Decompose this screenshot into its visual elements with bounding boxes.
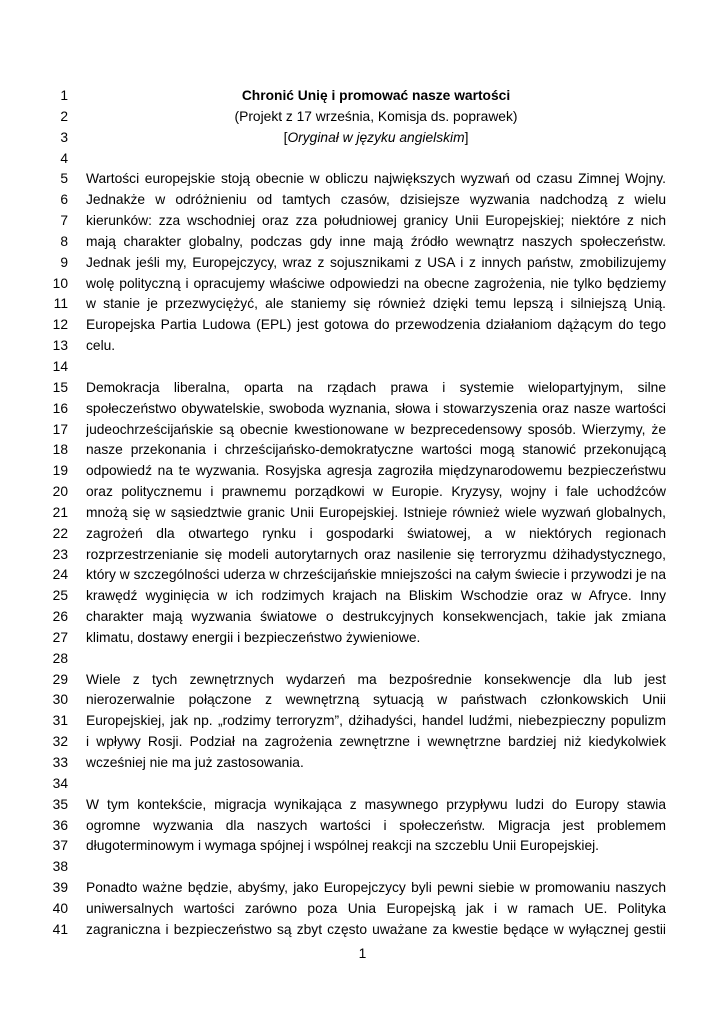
line: [40, 253, 686, 274]
numbered-lines: [40, 86, 686, 941]
body-text-line: kierunków: zza wschodniej oraz zza południowej granicy Unii Europejskiej; niektóre z nich: [86, 213, 666, 229]
line: [40, 607, 686, 628]
body-text-line: Jednak jeśli my, Europejczycy, wraz z sojusznikami z USA i z innych państw, zmobilizujemy: [86, 254, 666, 270]
line-number: 16: [52, 400, 68, 416]
line: [40, 440, 686, 461]
line-number: 19: [52, 463, 68, 479]
blank-line: [86, 857, 666, 878]
body-text-line: uniwersalnych wartości zarówno poza Unia Europejską jak i w ramach UE. Polityka: [86, 900, 666, 916]
body-text-line: Demokracja liberalna, oparta na rządach prawa i systemie wielopartyjnym, silne: [86, 379, 666, 395]
line: [40, 149, 686, 170]
line: [40, 169, 686, 190]
body-text-line: długoterminowym i wymaga spójnej i wspólnej reakcji na szczeblu Unii Europejskiej.: [86, 838, 600, 854]
body-text-line: oraz politycznemu i prawnemu porządkowi w Europie. Kryzysy, wojny i fale uchodźców: [86, 484, 666, 500]
line-number: 28: [52, 650, 68, 666]
body-text-line: mnożą się w sąsiedztwie granic Unii Europejskiej. Istnieje również wiele wyzwań globalnych,: [86, 504, 666, 520]
line: [40, 711, 686, 732]
line: [40, 503, 686, 524]
line: [40, 190, 686, 211]
line: [40, 86, 686, 107]
line-number: 9: [60, 254, 68, 270]
line: [40, 274, 686, 295]
body-text-line: Wiele z tych zewnętrznych wydarzeń ma bezpośrednie konsekwencje dla lub jest: [86, 671, 666, 687]
body-text-line: charakter mają wyzwania światowe o destrukcyjnych konsekwencjach, takie jak zmiana: [86, 609, 666, 625]
body-text-line: wcześniej nie ma już zastosowania.: [86, 755, 304, 770]
blank-line: [86, 649, 666, 670]
line-number: 21: [52, 504, 68, 520]
line: [40, 586, 686, 607]
body-text-line: rozprzestrzenianie się modeli autorytarnych oraz nasilenie się terroryzmu dżihadystycznego,: [86, 546, 666, 562]
line-number: 6: [60, 192, 68, 208]
page-number: 1: [358, 946, 367, 961]
line: [40, 357, 686, 378]
body-text-line: Wartości europejskie stoją obecnie w obliczu największych wyzwań od czasu Zimnej Wojny.: [86, 171, 666, 187]
line: [40, 336, 686, 357]
body-text-line: Europejskiej, jak np. „rodzimy terroryzm”, dżihadyści, handel ludźmi, niebezpieczny populizm: [86, 713, 666, 729]
body-text-line: zagrożeń dla otwartego rynku i gospodarki światowej, a w niektórych regionach: [86, 525, 666, 541]
body-text-line: wolę polityczną i opracujemy właściwe odpowiedzi na obecne zagrożenia, nie tylko będziemy: [86, 275, 666, 291]
body-text-line: ogromne wyzwania dla naszych wartości i społeczeństw. Migracja jest problemem: [86, 817, 666, 833]
line-number: 14: [52, 358, 68, 374]
body-text-line: Ponadto ważne będzie, abyśmy, jako Europejczycy byli pewni siebie w promowaniu naszych: [86, 880, 666, 896]
line-number: 13: [52, 338, 68, 354]
line-number: 2: [60, 108, 68, 124]
line: [40, 420, 686, 441]
bracket-close: ]: [464, 129, 469, 145]
line-number: 10: [52, 275, 68, 291]
body-text-line: który w szczególności uderza w chrześcijańskie mniejszości na całym świecie i przywodzi je na: [86, 567, 666, 583]
body-text-line: celu.: [86, 338, 116, 354]
line-number: 3: [60, 129, 68, 145]
line-number: 37: [52, 838, 68, 854]
line: [40, 482, 686, 503]
line-number: 1: [60, 88, 68, 103]
line-number: 34: [52, 775, 68, 791]
line: [40, 732, 686, 753]
line: [40, 107, 686, 128]
line-number: 29: [52, 671, 68, 687]
line-number: 22: [52, 525, 68, 541]
body-text-line: Jednakże w odróżnieniu od tamtych czasów, dzisiejsze wyzwania nadchodzą z wielu: [86, 192, 666, 208]
line: [40, 565, 686, 586]
line: [40, 774, 686, 795]
line-number: 15: [52, 379, 68, 395]
line: [40, 920, 686, 941]
line-number: 32: [52, 734, 68, 750]
blank-line: [86, 149, 666, 170]
body-text-line: zagraniczna i bezpieczeństwo są zbyt często uważane za kwestie będące w wyłącznej gestii: [86, 921, 666, 937]
line-number: 23: [52, 546, 68, 562]
line: [40, 836, 686, 857]
line: [40, 211, 686, 232]
body-text-line: W tym kontekście, migracja wynikająca z masywnego przypływu ludzi do Europy stawia: [86, 796, 666, 812]
line-number: 12: [52, 317, 68, 333]
line-number: 8: [60, 233, 68, 249]
line: [40, 878, 686, 899]
line-number: 35: [52, 796, 68, 812]
body-text-line: społeczeństwo obywatelskie, swoboda wyznania, słowa i stowarzyszenia oraz nasze wartości: [86, 400, 666, 416]
document-title: Chronić Unię i promować nasze wartości: [241, 88, 511, 103]
line-number: 38: [52, 859, 68, 875]
line: [40, 399, 686, 420]
line: [40, 524, 686, 545]
line-number: 4: [60, 150, 68, 166]
document-subtitle: (Projekt z 17 września, Komisja ds. poprawek): [234, 108, 518, 124]
line: [40, 857, 686, 878]
line: [40, 294, 686, 315]
note-text: Oryginał w języku angielskim: [287, 129, 465, 145]
line: [40, 670, 686, 691]
line-number: 11: [53, 296, 68, 312]
line: [40, 628, 686, 649]
body-text-line: nierozerwalnie połączone z wewnętrzną sytuacją w państwach członkowskich Unii: [86, 692, 666, 708]
line: [40, 128, 686, 149]
body-text-line: w stanie je przezwyciężyć, ale staniemy się również dzięki temu lepszą i silniejszą Unią.: [86, 296, 666, 312]
line: [40, 232, 686, 253]
line-number: 39: [52, 880, 68, 896]
original-language-note: [86, 128, 666, 149]
line-number: 30: [52, 692, 68, 708]
blank-line: [86, 357, 666, 378]
line: [40, 690, 686, 711]
line: [40, 315, 686, 336]
body-text-line: Europejska Partia Ludowa (EPL) jest gotowa do przewodzenia działaniom dążącym do tego: [86, 317, 666, 333]
blank-line: [86, 774, 666, 795]
line-number: 31: [52, 713, 68, 729]
line-number: 27: [52, 629, 68, 645]
line: [40, 753, 686, 774]
line-number: 40: [52, 900, 68, 916]
line: [40, 461, 686, 482]
body-text-line: nasze przekonania i chrześcijańsko-demokratyczne wartości mogą stanowić przekonującą: [86, 442, 666, 458]
line: [40, 378, 686, 399]
line-number: 5: [60, 171, 68, 187]
body-text-line: judeochrześcijańskie są obecnie kwestionowane w bezprecedensowy sposób. Wierzymy, że: [86, 421, 666, 437]
line: [40, 649, 686, 670]
line: [40, 816, 686, 837]
line-number: 20: [52, 484, 68, 500]
line-number: 7: [60, 213, 68, 229]
body-text-line: krawędź wyginięcia w ich rodzimych krajach na Bliskim Wschodzie oraz w Afryce. Inny: [86, 588, 666, 604]
line: [40, 545, 686, 566]
line-number: 25: [52, 588, 68, 604]
body-text-line: i wpływy Rosji. Podział na zagrożenia zewnętrzne i wewnętrzne bardziej niż kiedykolwiek: [86, 734, 666, 750]
line-number: 24: [52, 567, 68, 583]
line-number: 33: [52, 755, 68, 770]
body-text-line: odpowiedź na te wyzwania. Rosyjska agresja zagroziła międzynarodowemu bezpieczeństwu: [86, 463, 666, 479]
line: [40, 899, 686, 920]
line-number: 36: [52, 817, 68, 833]
body-text-line: mają charakter globalny, podczas gdy inne mają źródło wewnątrz naszych społeczeństw.: [86, 233, 666, 249]
line-number: 41: [52, 921, 68, 937]
body-text-line: klimatu, dostawy energii i bezpieczeństwo żywieniowe.: [86, 629, 421, 645]
line-number: 17: [52, 421, 68, 437]
line-number: 18: [52, 442, 68, 458]
line-number: 26: [52, 609, 68, 625]
bracket-open: [: [283, 129, 288, 145]
line: [40, 795, 686, 816]
